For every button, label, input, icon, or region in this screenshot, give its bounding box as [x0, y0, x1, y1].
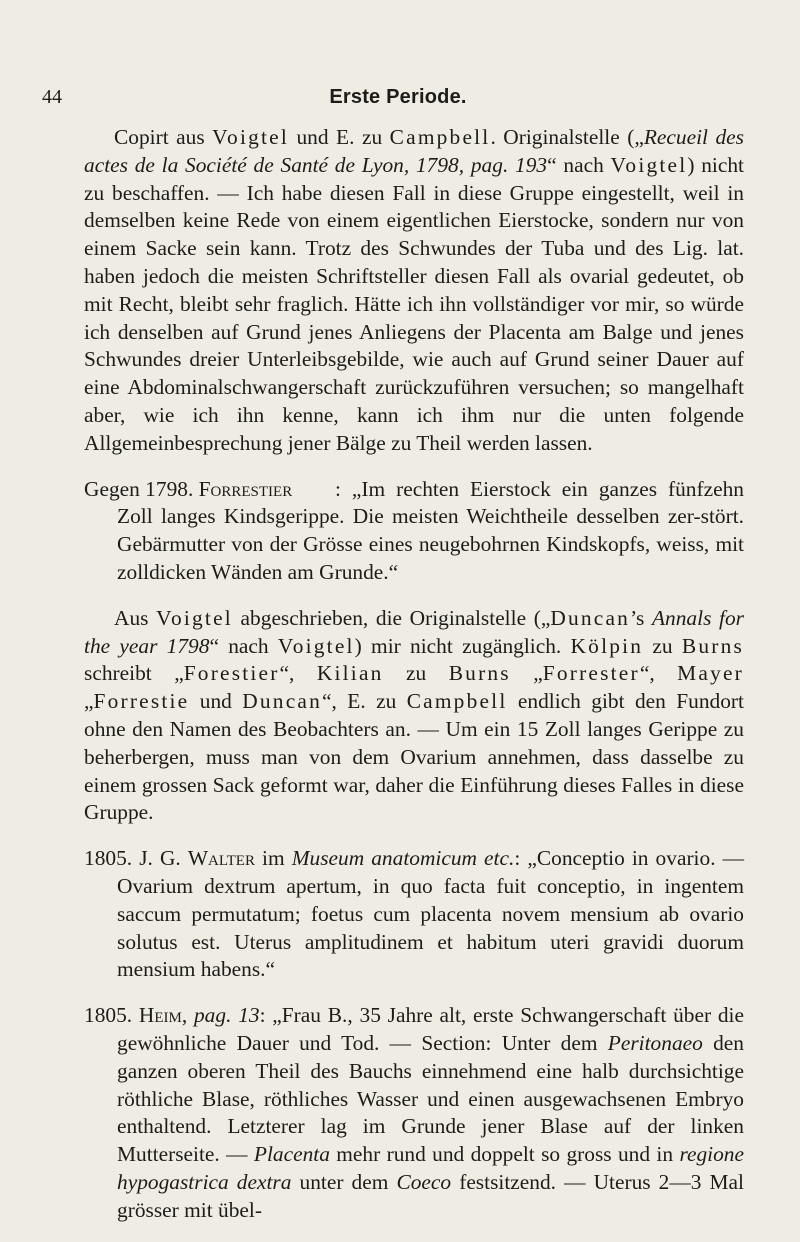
page-header — [42, 86, 754, 110]
case-walter: 1805. J. G. Walter im Museum anatomicum etc.: „Conceptio in ovario. — Ovarium dextrum apertum, in quo facta fuit conceptio, in ingentem saccum permutatum; foetus cum placenta novem mensium ab ovario solutus est. Uterus amplitudinem et habitum uteri gravidi duorum mensium habens.“ — [84, 846, 745, 982]
page-body — [84, 124, 744, 1242]
case-heim: 1805. Heim, pag. 13: „Frau B., 35 Jahre alt, erste Schwangerschaft über die gewöhnliche Dauer und Tod. — Section: Unter dem Peritonaeo den ganzen oberen Theil des Bauchs einnehmend eine halb durchsichtige röthliche Blase, röthliches Wasser und einen ausgewachsenen Embryo enthaltend. Letzterer lag im Grunde jener Blase auf der linken Mutterseite. — Placenta mehr rund und doppelt so gross und in regione hypogastrica dextra unter dem Coeco festsitzend. — Uterus 2—3 Mal grösser mit übel- — [84, 1003, 744, 1222]
paragraph-voigtel-note: Aus Voigtel abgeschrieben, die Originalstelle („Duncan’s Annals for the year 1798“ nach Voigtel) mir nicht zugänglich. Kölpin zu Burns schreibt „Forestier“, Kilian zu Burns „Forrester“, Mayer „Forrestie und Duncan“, E. zu Campbell endlich gibt den Fundort ohne den Namen des Beobachters an. — Um ein 15 Zoll langes Gerippe zu beherbergen, muss man von dem Ovarium annehmen, dass dasselbe zu einem grossen Sack geformt war, daher die Einführung dieses Falles in diese Gruppe. — [84, 605, 744, 825]
paragraph-campbell-note: Copirt aus Voigtel und E. zu Campbell. Originalstelle („Recueil des actes de la Société de Santé de Lyon, 1798, pag. 193“ nach Voigtel) nicht zu beschaffen. — Ich habe diesen Fall in diese Gruppe eingestellt, weil in demselben keine Rede von einem eigentlichen Eierstocke, sondern nur von einem Sacke sein kann. Trotz des Schwundes der Tuba und des Lig. lat. haben jedoch die meisten Schriftsteller diesen Fall als ovarial gedeutet, ob mit Recht, bleibt sehr fraglich. Hätte ich ihn vollständiger vor mir, so würde ich denselben auf Grund jenes Anliegens der Placenta am Balge und jenes Schwundes dreier Unterleibsgebilde, wie auch auf Grund seiner Dauer auf eine Abdominalschwangerschaft zurückzuführen versuchen; so mangelhaft aber, wie ich ihn kenne, kann ich ihm nur die unten folgende Allgemeinbesprechung jener Bälge zu Theil werden lassen. — [84, 125, 744, 455]
running-head: Erste Periode. — [329, 86, 467, 108]
case-forrestier: Gegen 1798. Forrestier : „Im rechten Eierstock ein ganzes fünfzehn Zoll langes Kindsgerippe. Die meisten Weichtheile desselben zer-stört. Gebärmutter von der Grösse eines neugebohrnen Kindskopfs, weiss, mit zolldicken Wänden am Grunde.“ — [84, 476, 744, 584]
case-author: Walter — [187, 846, 255, 871]
case-author: Heim — [138, 1003, 182, 1028]
page-number: 44 — [42, 86, 62, 108]
case-author: Forrestier — [198, 476, 293, 501]
